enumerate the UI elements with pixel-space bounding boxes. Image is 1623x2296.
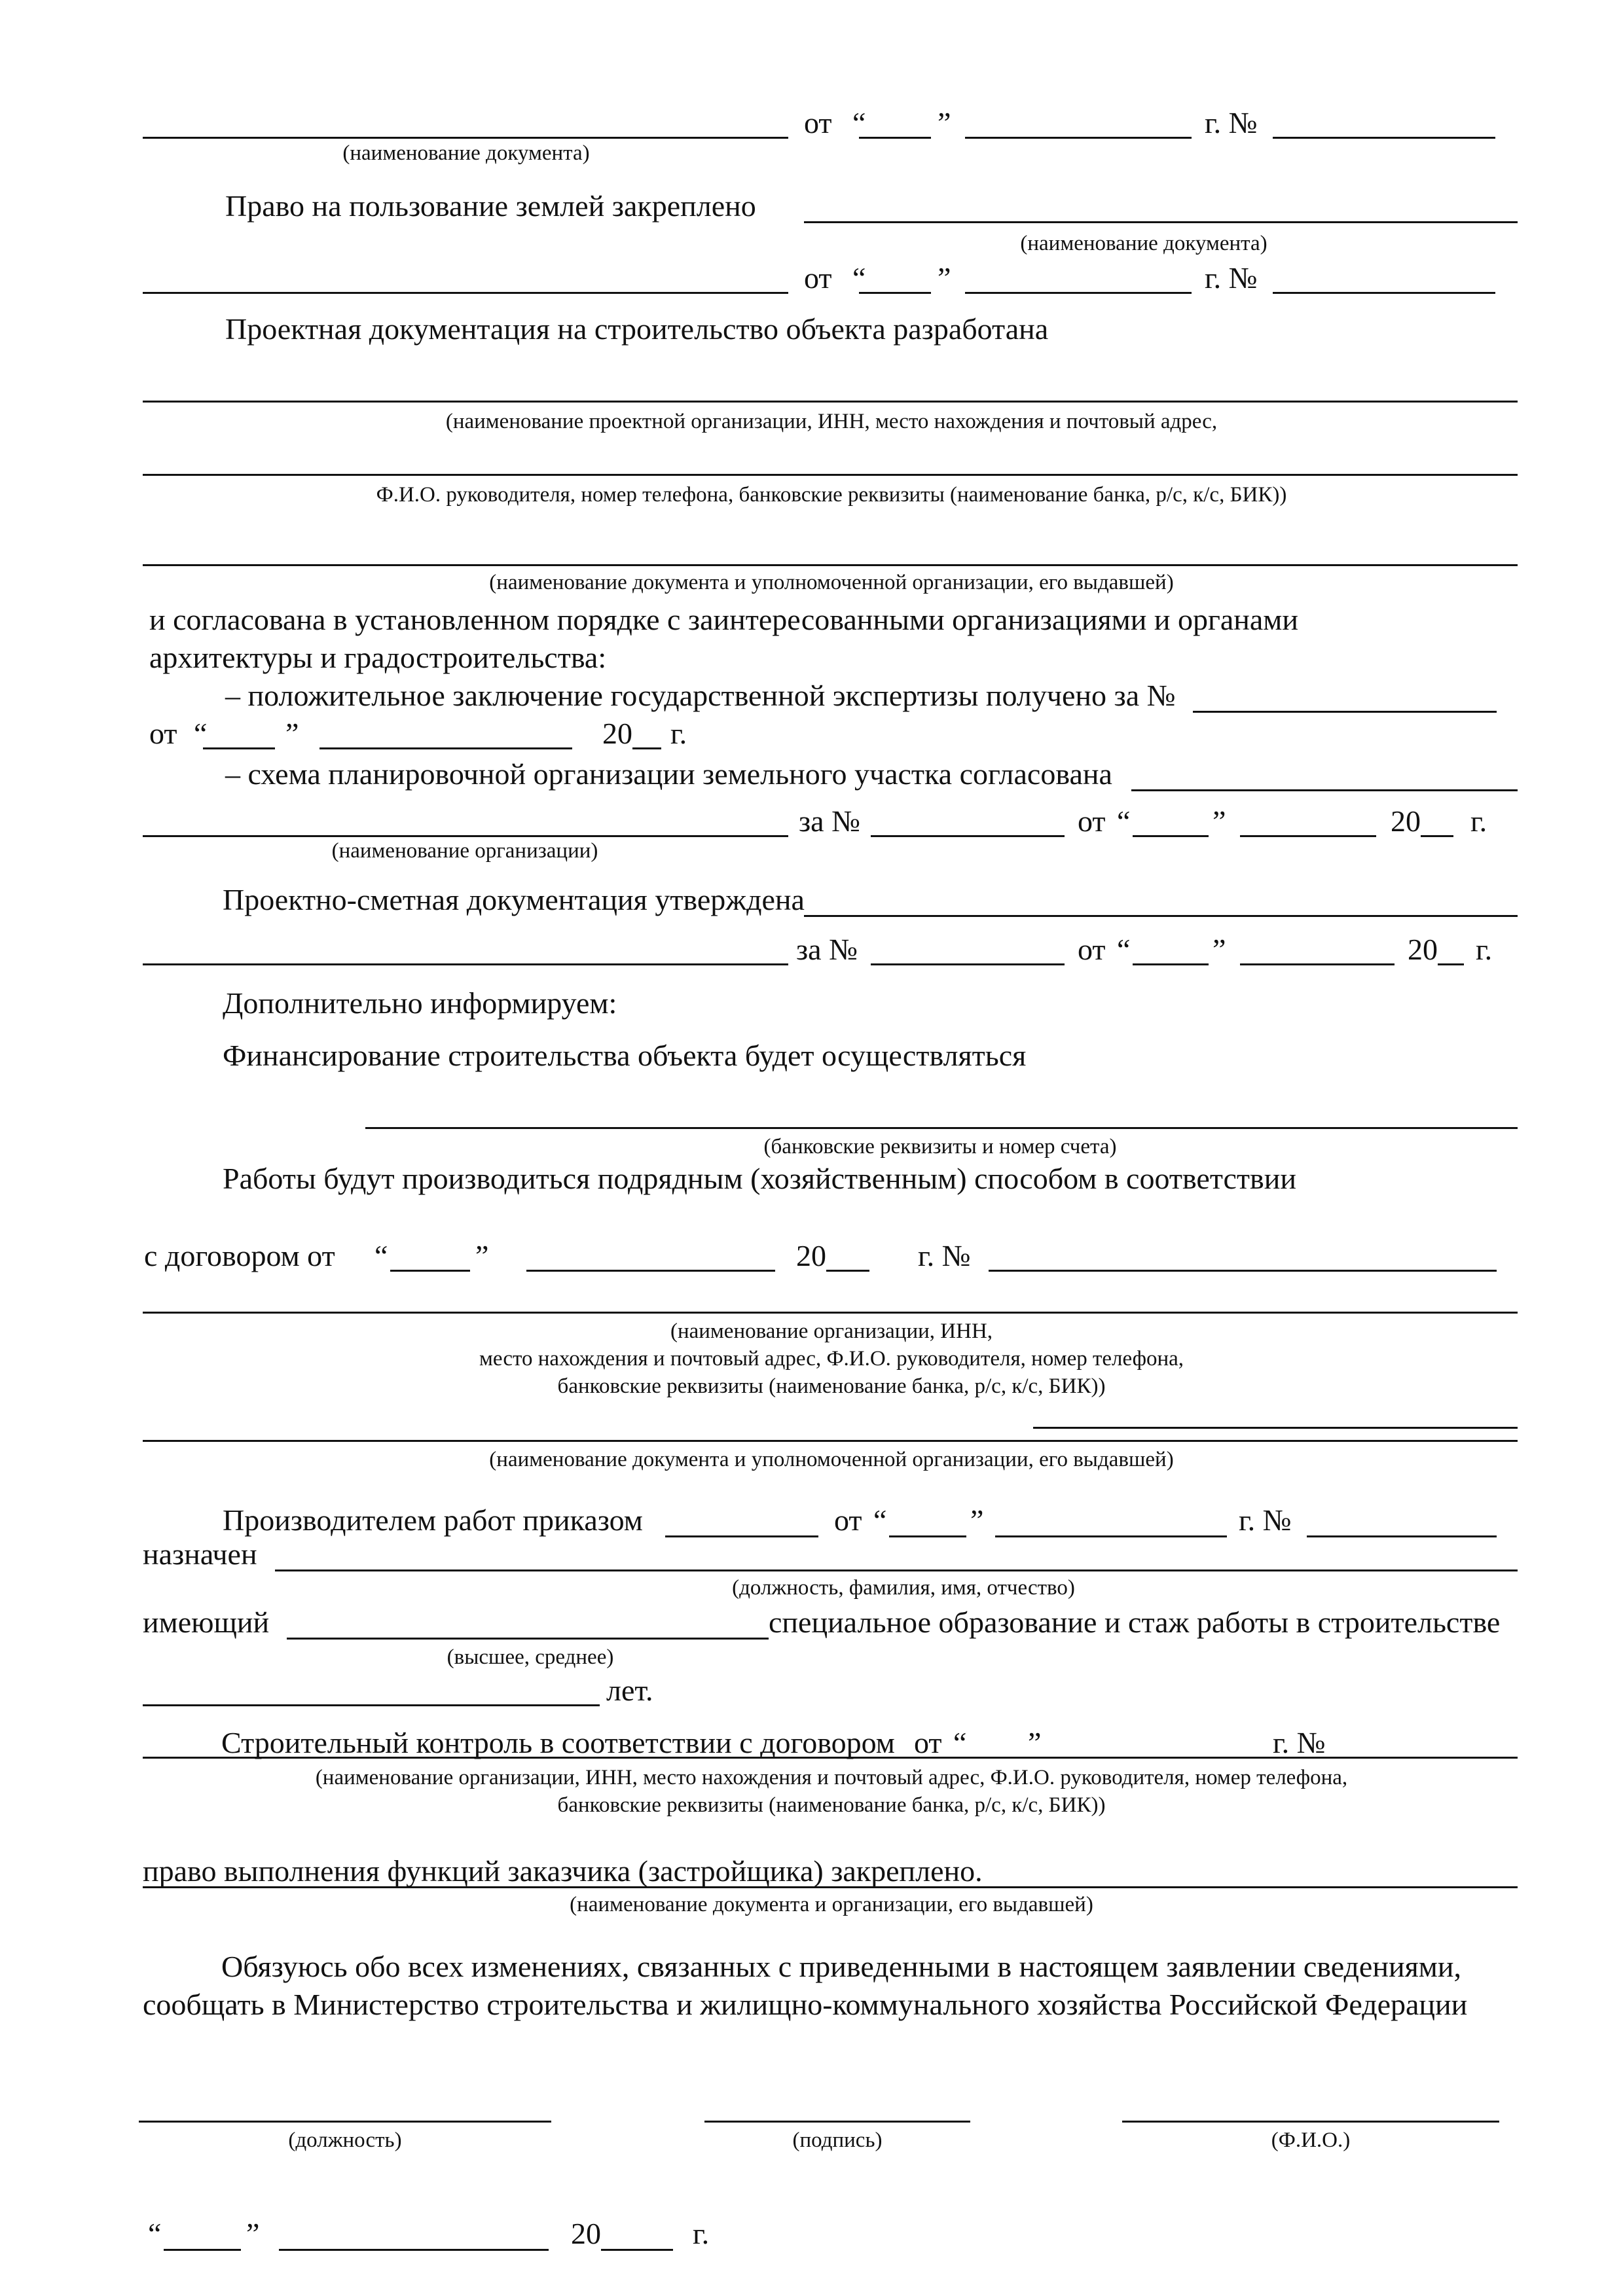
day-field[interactable] [1133, 835, 1209, 837]
agreed-text-2: архитектуры и градостроительства: [149, 641, 607, 674]
order-number-field[interactable] [665, 1535, 818, 1537]
producer-text: Производителем работ приказом [223, 1503, 643, 1537]
scheme-org-line-2[interactable] [143, 835, 788, 837]
quote-open: “ [374, 1239, 388, 1272]
fio-signature-line[interactable] [1122, 2121, 1499, 2123]
quote-open: “ [852, 106, 866, 139]
customer-text: право выполнения функций заказчика (застройщика) закреплено. [143, 1854, 983, 1888]
estimate-number-field[interactable] [871, 963, 1065, 965]
caption-control-1: (наименование организации, ИНН, место нахождения и почтовый адрес, Ф.И.О. руководителя, номер телефона, [315, 1766, 1348, 1789]
quote-close: ” [475, 1239, 489, 1272]
scheme-org-line[interactable] [1131, 789, 1518, 791]
quote-open: “ [873, 1503, 887, 1537]
pledge-text-2: сообщать в Министерство строительства и жилищно-коммунального хозяйства Российской Федерации [143, 1988, 1468, 2021]
estimate-line-2[interactable] [143, 963, 788, 965]
contractor-line-2[interactable] [1033, 1427, 1518, 1429]
quote-open: “ [194, 717, 208, 750]
position-signature-line[interactable] [139, 2121, 551, 2123]
day-field[interactable] [859, 137, 931, 139]
experience-field[interactable] [143, 1704, 600, 1706]
year-prefix: 20 [1408, 933, 1438, 966]
signature-line[interactable] [704, 2121, 970, 2123]
number-field[interactable] [1307, 1535, 1497, 1537]
za-no-label: за № [796, 933, 858, 966]
quote-open: “ [1117, 933, 1131, 966]
year-label: г. [1476, 933, 1493, 966]
caption-design-org-1: (наименование проектной организации, ИНН, место нахождения и почтовый адрес, [445, 410, 1218, 433]
number-field[interactable] [1273, 292, 1495, 294]
ot-label: от [804, 106, 832, 139]
quote-close: ” [1028, 1726, 1042, 1759]
caption-fio: (Ф.И.О.) [1271, 2128, 1351, 2152]
year-number-label: г. № [918, 1239, 971, 1272]
ot-label: от [834, 1503, 862, 1537]
day-field[interactable] [859, 292, 931, 294]
ot-label-2: от [804, 261, 832, 295]
year-number-label: г. № [1239, 1503, 1292, 1537]
contract-from-text: с договором от [144, 1239, 335, 1272]
design-org-line-2[interactable] [143, 474, 1518, 476]
year-number-label: г. № [1273, 1726, 1326, 1759]
estimate-line[interactable] [804, 915, 1518, 917]
caption-education: (высшее, среднее) [447, 1645, 614, 1669]
agreed-text-1: и согласована в установленном порядке с заинтересованными организациями и органами [149, 603, 1299, 636]
appointed-line[interactable] [275, 1570, 1518, 1571]
year-number-label: г. № [1205, 106, 1258, 139]
caption-land-doc: (наименование документа) [1020, 232, 1267, 255]
year-field[interactable] [826, 1270, 869, 1272]
day-field[interactable] [889, 1535, 966, 1537]
scheme-text: – схема планировочной организации земельного участка согласована [225, 757, 1112, 791]
quote-open: “ [953, 1726, 967, 1759]
month-field[interactable] [965, 137, 1192, 139]
years-text: лет. [606, 1674, 653, 1707]
month-field[interactable] [1240, 835, 1376, 837]
education-field[interactable] [287, 1638, 769, 1640]
caption-contractor-1: (наименование организации, ИНН, [670, 1319, 993, 1343]
appointed-text: назначен [143, 1537, 257, 1571]
quote-close: ” [1213, 933, 1226, 966]
year-label: г. [670, 717, 687, 750]
day-field[interactable] [164, 2249, 241, 2251]
year-field[interactable] [1421, 835, 1453, 837]
scheme-number-field[interactable] [871, 835, 1065, 837]
year-field[interactable] [632, 747, 661, 749]
control-line[interactable] [143, 1757, 1518, 1759]
caption-position-fio: (должность, фамилия, имя, отчество) [732, 1576, 1075, 1600]
doc-name-line[interactable] [143, 137, 788, 139]
customer-line[interactable] [143, 1886, 1518, 1888]
contractor-doc-line[interactable] [143, 1440, 1518, 1442]
caption-bank-account: (банковские реквизиты и номер счета) [763, 1135, 1117, 1158]
day-field[interactable] [390, 1270, 470, 1272]
caption-org-name: (наименование организации) [331, 839, 598, 863]
having-text: имеющий [143, 1605, 270, 1639]
year-number-label: г. № [1205, 261, 1258, 295]
quote-close: ” [285, 717, 299, 750]
financing-text: Финансирование строительства объекта будет осуществляться [223, 1039, 1027, 1072]
month-field[interactable] [965, 292, 1192, 294]
design-doc-line[interactable] [143, 564, 1518, 566]
year-label: г. [1470, 804, 1487, 838]
day-field[interactable] [1133, 963, 1209, 965]
quote-close: ” [1213, 804, 1226, 838]
quote-open: “ [148, 2217, 162, 2250]
year-prefix: 20 [571, 2217, 601, 2250]
caption-position: (должность) [288, 2128, 402, 2152]
quote-close: ” [938, 106, 951, 139]
quote-close: ” [970, 1503, 984, 1537]
day-field[interactable] [203, 747, 275, 749]
caption-contractor-doc: (наименование документа и уполномоченной организации, его выдавшей) [489, 1448, 1174, 1471]
caption-doc-and-org: (наименование документа и уполномоченной организации, его выдавшей) [489, 571, 1174, 594]
caption-control-2: банковские реквизиты (наименование банка, р/с, к/с, БИК)) [557, 1793, 1106, 1817]
month-field[interactable] [279, 2249, 549, 2251]
expertise-text: – положительное заключение государственной экспертизы получено за № [225, 679, 1176, 712]
ot-label: от [1078, 933, 1106, 966]
month-field[interactable] [319, 747, 572, 749]
control-text: Строительный контроль в соответствии с договором [221, 1726, 895, 1759]
land-use-line[interactable] [804, 221, 1518, 223]
year-field[interactable] [601, 2249, 673, 2251]
land-doc-line[interactable] [143, 292, 788, 294]
special-edu-text: специальное образование и стаж работы в строительстве [769, 1605, 1501, 1639]
ot-label: от [1078, 804, 1106, 838]
month-field[interactable] [995, 1535, 1227, 1537]
za-no-label: за № [799, 804, 860, 838]
caption-design-org-2: Ф.И.О. руководителя, номер телефона, банковские реквизиты (наименование банка, р/с, к/с, БИК)) [376, 483, 1287, 507]
year-prefix: 20 [602, 717, 632, 750]
number-field[interactable] [1273, 137, 1495, 139]
land-use-text: Право на пользование землей закреплено [225, 189, 756, 223]
caption-customer-doc: (наименование документа и организации, его выдавшей) [570, 1893, 1093, 1916]
works-text: Работы будут производиться подрядным (хозяйственным) способом в соответствии [223, 1162, 1296, 1195]
year-field[interactable] [1438, 963, 1464, 965]
ot-label: от [914, 1726, 942, 1759]
design-org-line[interactable] [143, 401, 1518, 403]
quote-open: “ [852, 261, 866, 295]
bank-account-line[interactable] [365, 1127, 1518, 1129]
additional-text: Дополнительно информируем: [223, 986, 617, 1020]
caption-contractor-2: место нахождения и почтовый адрес, Ф.И.О. руководителя, номер телефона, [479, 1347, 1184, 1371]
month-field[interactable] [1240, 963, 1395, 965]
year-prefix: 20 [1391, 804, 1421, 838]
expertise-number-field[interactable] [1193, 711, 1497, 713]
pledge-text-1: Обязуюсь обо всех изменениях, связанных с приведенными в настоящем заявлении сведениями, [221, 1950, 1461, 1983]
estimate-text: Проектно-сметная документация утверждена [223, 883, 805, 916]
quote-close: ” [246, 2217, 260, 2250]
contractor-line[interactable] [143, 1312, 1518, 1314]
quote-close: ” [938, 261, 951, 295]
year-label: г. [693, 2217, 710, 2250]
month-field[interactable] [526, 1270, 775, 1272]
ot-label-3: от [149, 717, 177, 750]
design-docs-text: Проектная документация на строительство объекта разработана [225, 312, 1049, 346]
caption-doc-name: (наименование документа) [342, 141, 590, 165]
contract-number-field[interactable] [989, 1270, 1497, 1272]
quote-open: “ [1117, 804, 1131, 838]
year-prefix: 20 [796, 1239, 826, 1272]
caption-contractor-3: банковские реквизиты (наименование банка, р/с, к/с, БИК)) [557, 1374, 1106, 1398]
caption-signature: (подпись) [792, 2128, 883, 2152]
